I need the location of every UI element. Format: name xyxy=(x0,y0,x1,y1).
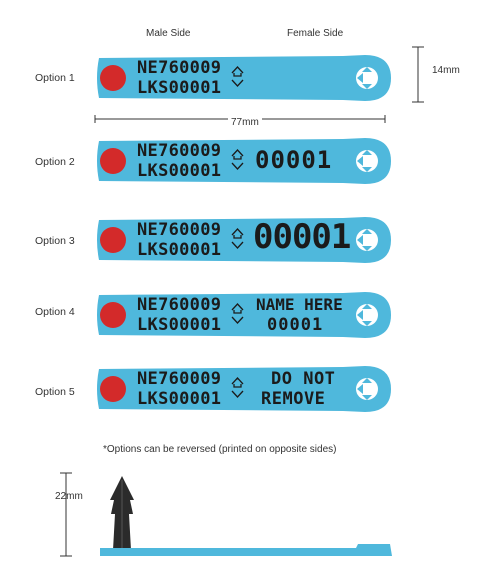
tag-body-profile xyxy=(100,544,392,556)
ear-tag xyxy=(95,54,395,102)
tag-line-1: NE760009 xyxy=(137,369,222,389)
male-button-dot xyxy=(100,376,126,402)
tag-line-1: NE760009 xyxy=(137,58,222,78)
up-down-arrow-icon xyxy=(231,303,244,330)
option-label: Option 5 xyxy=(35,386,75,398)
tag-line-1: NE760009 xyxy=(137,141,222,161)
male-side-header: Male Side xyxy=(146,28,191,39)
tag-right-line-1: DO NOT xyxy=(271,369,336,389)
ear-tag xyxy=(95,291,395,339)
up-down-arrow-icon xyxy=(231,149,244,176)
tag-line-2: LKS00001 xyxy=(137,161,222,181)
tag-line-1: NE760009 xyxy=(137,295,222,315)
pin-height-dimension-label: 22mm xyxy=(55,491,83,502)
ear-tag xyxy=(95,137,395,185)
option-label: Option 2 xyxy=(35,156,75,168)
tag-right-line-1: NAME HERE xyxy=(256,295,343,314)
ear-tag xyxy=(95,216,395,264)
tag-line-2: LKS00001 xyxy=(137,389,222,409)
tag-right-text: 00001 xyxy=(253,217,351,257)
ear-tag xyxy=(95,365,395,413)
width-dimension-label: 77mm xyxy=(228,117,262,128)
tag-line-2: LKS00001 xyxy=(137,240,222,260)
female-socket-icon xyxy=(356,150,378,172)
tag-right-line-2: 00001 xyxy=(267,315,324,335)
tag-right-text: 00001 xyxy=(255,146,333,174)
tag-line-2: LKS00001 xyxy=(137,315,222,335)
tag-side-profile xyxy=(100,474,395,564)
up-down-arrow-icon xyxy=(231,228,244,255)
option-label: Option 1 xyxy=(35,72,75,84)
male-button-dot xyxy=(100,148,126,174)
female-socket-icon xyxy=(356,229,378,251)
tag-line-1: NE760009 xyxy=(137,220,222,240)
male-button-dot xyxy=(100,65,126,91)
height-dimension-label: 14mm xyxy=(432,65,460,76)
tag-right-line-2: REMOVE xyxy=(261,389,326,409)
height-dimension-marker xyxy=(408,46,428,104)
reversal-note: *Options can be reversed (printed on opposite sides) xyxy=(103,444,337,455)
option-label: Option 4 xyxy=(35,306,75,318)
male-button-dot xyxy=(100,302,126,328)
male-button-dot xyxy=(100,227,126,253)
option-label: Option 3 xyxy=(35,235,75,247)
up-down-arrow-icon xyxy=(231,377,244,404)
tag-line-2: LKS00001 xyxy=(137,78,222,98)
female-side-header: Female Side xyxy=(287,28,344,39)
female-socket-icon xyxy=(356,304,378,326)
female-socket-icon xyxy=(356,67,378,89)
up-down-arrow-icon xyxy=(231,66,244,93)
pin-height-dimension-marker xyxy=(56,472,76,558)
female-socket-icon xyxy=(356,378,378,400)
